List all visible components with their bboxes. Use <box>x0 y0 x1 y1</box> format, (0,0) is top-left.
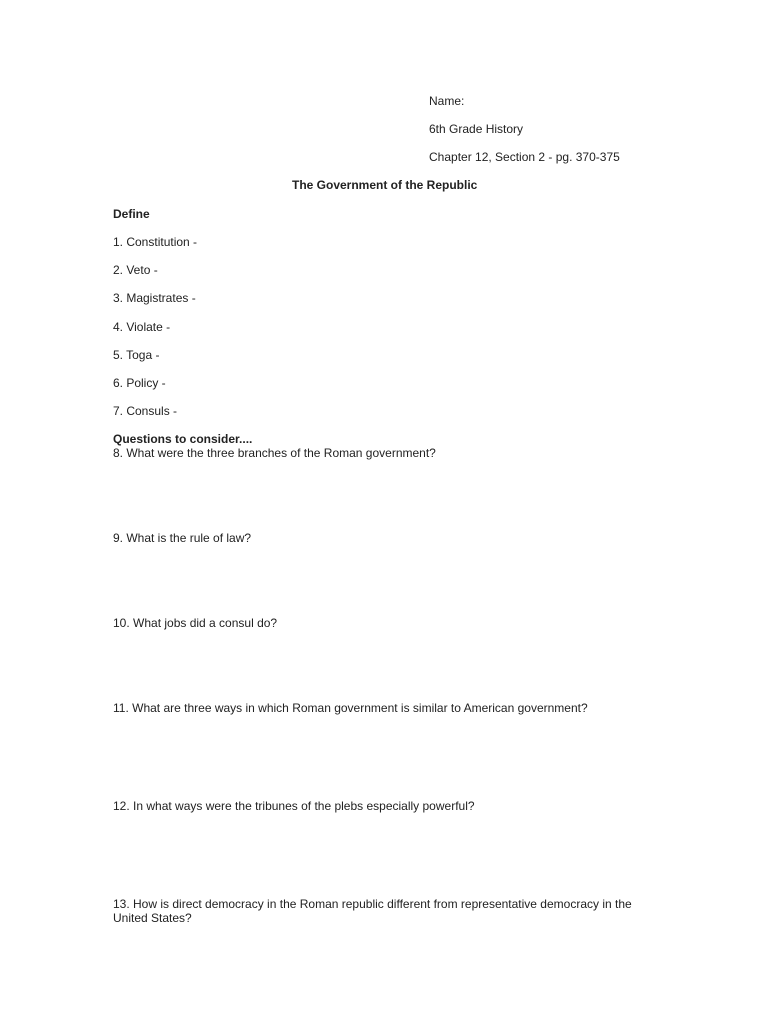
class-label: 6th Grade History <box>429 122 524 136</box>
question-item: 8. What were the three branches of the Roman government? <box>113 446 436 460</box>
worksheet-title: The Government of the Republic <box>292 178 478 192</box>
define-heading: Define <box>113 207 150 221</box>
define-item: 1. Constitution - <box>113 235 198 249</box>
define-item: 3. Magistrates - <box>113 291 196 305</box>
chapter-label: Chapter 12, Section 2 - pg. 370-375 <box>429 150 620 164</box>
define-item: 2. Veto - <box>113 263 158 277</box>
question-item: 13. How is direct democracy in the Roman republic different from representative democracy in the United States? <box>113 897 632 925</box>
define-item: 7. Consuls - <box>113 404 178 418</box>
questions-heading: Questions to consider.... <box>113 432 253 446</box>
define-item: 4. Violate - <box>113 320 171 334</box>
question-item: 12. In what ways were the tribunes of the plebs especially powerful? <box>113 799 475 813</box>
question-item: 9. What is the rule of law? <box>113 531 252 545</box>
question-item: 10. What jobs did a consul do? <box>113 616 278 630</box>
define-item: 5. Toga - <box>113 348 160 362</box>
question-item: 11. What are three ways in which Roman government is similar to American government? <box>113 701 588 715</box>
define-item: 6. Policy - <box>113 376 166 390</box>
name-label: Name: <box>429 94 465 108</box>
